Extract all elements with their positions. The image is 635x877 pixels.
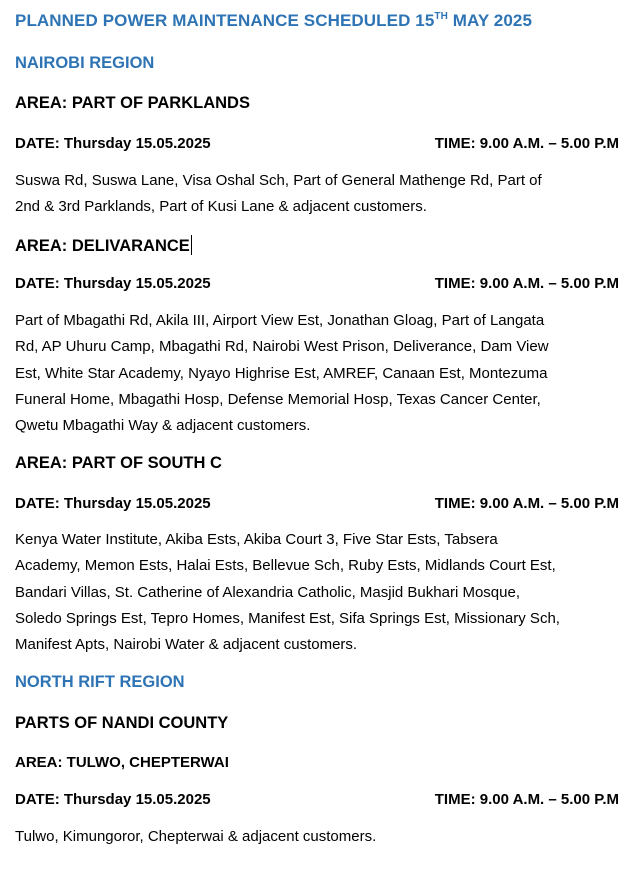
area-heading-parklands: AREA: PART OF PARKLANDS: [15, 94, 250, 112]
title-main: PLANNED POWER MAINTENANCE SCHEDULED 15: [15, 11, 435, 30]
schedule-row-tulwo: [15, 791, 619, 808]
county-heading-nandi: PARTS OF NANDI COUNTY: [15, 714, 229, 732]
description-line: 2nd & 3rd Parklands, Part of Kusi Lane & adjacent customers.: [15, 198, 427, 216]
date-label: DATE: Thursday 15.05.2025: [15, 791, 211, 808]
description-line: Kenya Water Institute, Akiba Ests, Akiba Court 3, Five Star Ests, Tabsera: [15, 531, 498, 548]
time-label: TIME: 9.00 A.M. – 5.00 P.M: [434, 791, 619, 808]
region-heading-nairobi: NAIROBI REGION: [15, 54, 155, 72]
schedule-row-south-c: [15, 495, 619, 512]
area-label: AREA: DELIVARANCE: [15, 237, 190, 255]
date-label: DATE: Thursday 15.05.2025: [15, 135, 211, 152]
region-heading-north-rift: NORTH RIFT REGION: [15, 673, 185, 691]
description-line: Manifest Apts, Nairobi Water & adjacent customers.: [15, 636, 358, 654]
document-title: [15, 11, 619, 31]
date-label: DATE: Thursday 15.05.2025: [15, 275, 211, 292]
description-line: Funeral Home, Mbagathi Hosp, Defense Memorial Hosp, Texas Cancer Center,: [15, 390, 541, 408]
description-line: Qwetu Mbagathi Way & adjacent customers.: [15, 417, 311, 435]
description-line: Suswa Rd, Suswa Lane, Visa Oshal Sch, Part of General Mathenge Rd, Part of: [15, 172, 542, 189]
affected-areas-south-c: [15, 527, 619, 658]
time-label: TIME: 9.00 A.M. – 5.00 P.M: [434, 495, 619, 512]
time-label: TIME: 9.00 A.M. – 5.00 P.M: [434, 275, 619, 292]
description-line: Tulwo, Kimungoror, Chepterwai & adjacent customers.: [15, 828, 377, 845]
description-line: Soledo Springs Est, Tepro Homes, Manifest Est, Sifa Springs Est, Missionary Sch,: [15, 609, 560, 627]
description-line: Rd, AP Uhuru Camp, Mbagathi Rd, Nairobi West Prison, Deliverance, Dam View: [15, 338, 549, 356]
affected-areas-parklands: [15, 168, 619, 221]
title-superscript: TH: [434, 11, 448, 22]
description-line: Academy, Memon Ests, Halai Ests, Bellevue Sch, Ruby Ests, Midlands Court Est,: [15, 557, 556, 575]
description-line: Part of Mbagathi Rd, Akila III, Airport View Est, Jonathan Gloag, Part of Langata: [15, 312, 545, 329]
area-heading-tulwo: AREA: TULWO, CHEPTERWAI: [15, 754, 229, 771]
date-label: DATE: Thursday 15.05.2025: [15, 495, 211, 512]
text-cursor: [191, 235, 192, 255]
title-tail: MAY 2025: [447, 11, 532, 30]
affected-areas-delivarance: [15, 308, 619, 439]
description-line: Bandari Villas, St. Catherine of Alexandria Catholic, Masjid Bukhari Mosque,: [15, 583, 520, 601]
schedule-row-delivarance: [15, 275, 619, 292]
affected-areas-tulwo: [15, 824, 619, 850]
area-heading-south-c: AREA: PART OF SOUTH C: [15, 454, 222, 472]
time-label: TIME: 9.00 A.M. – 5.00 P.M: [434, 135, 619, 152]
description-line: Est, White Star Academy, Nyayo Highrise Est, AMREF, Canaan Est, Montezuma: [15, 364, 548, 382]
area-heading-delivarance: [15, 235, 619, 256]
schedule-row-parklands: [15, 135, 619, 152]
